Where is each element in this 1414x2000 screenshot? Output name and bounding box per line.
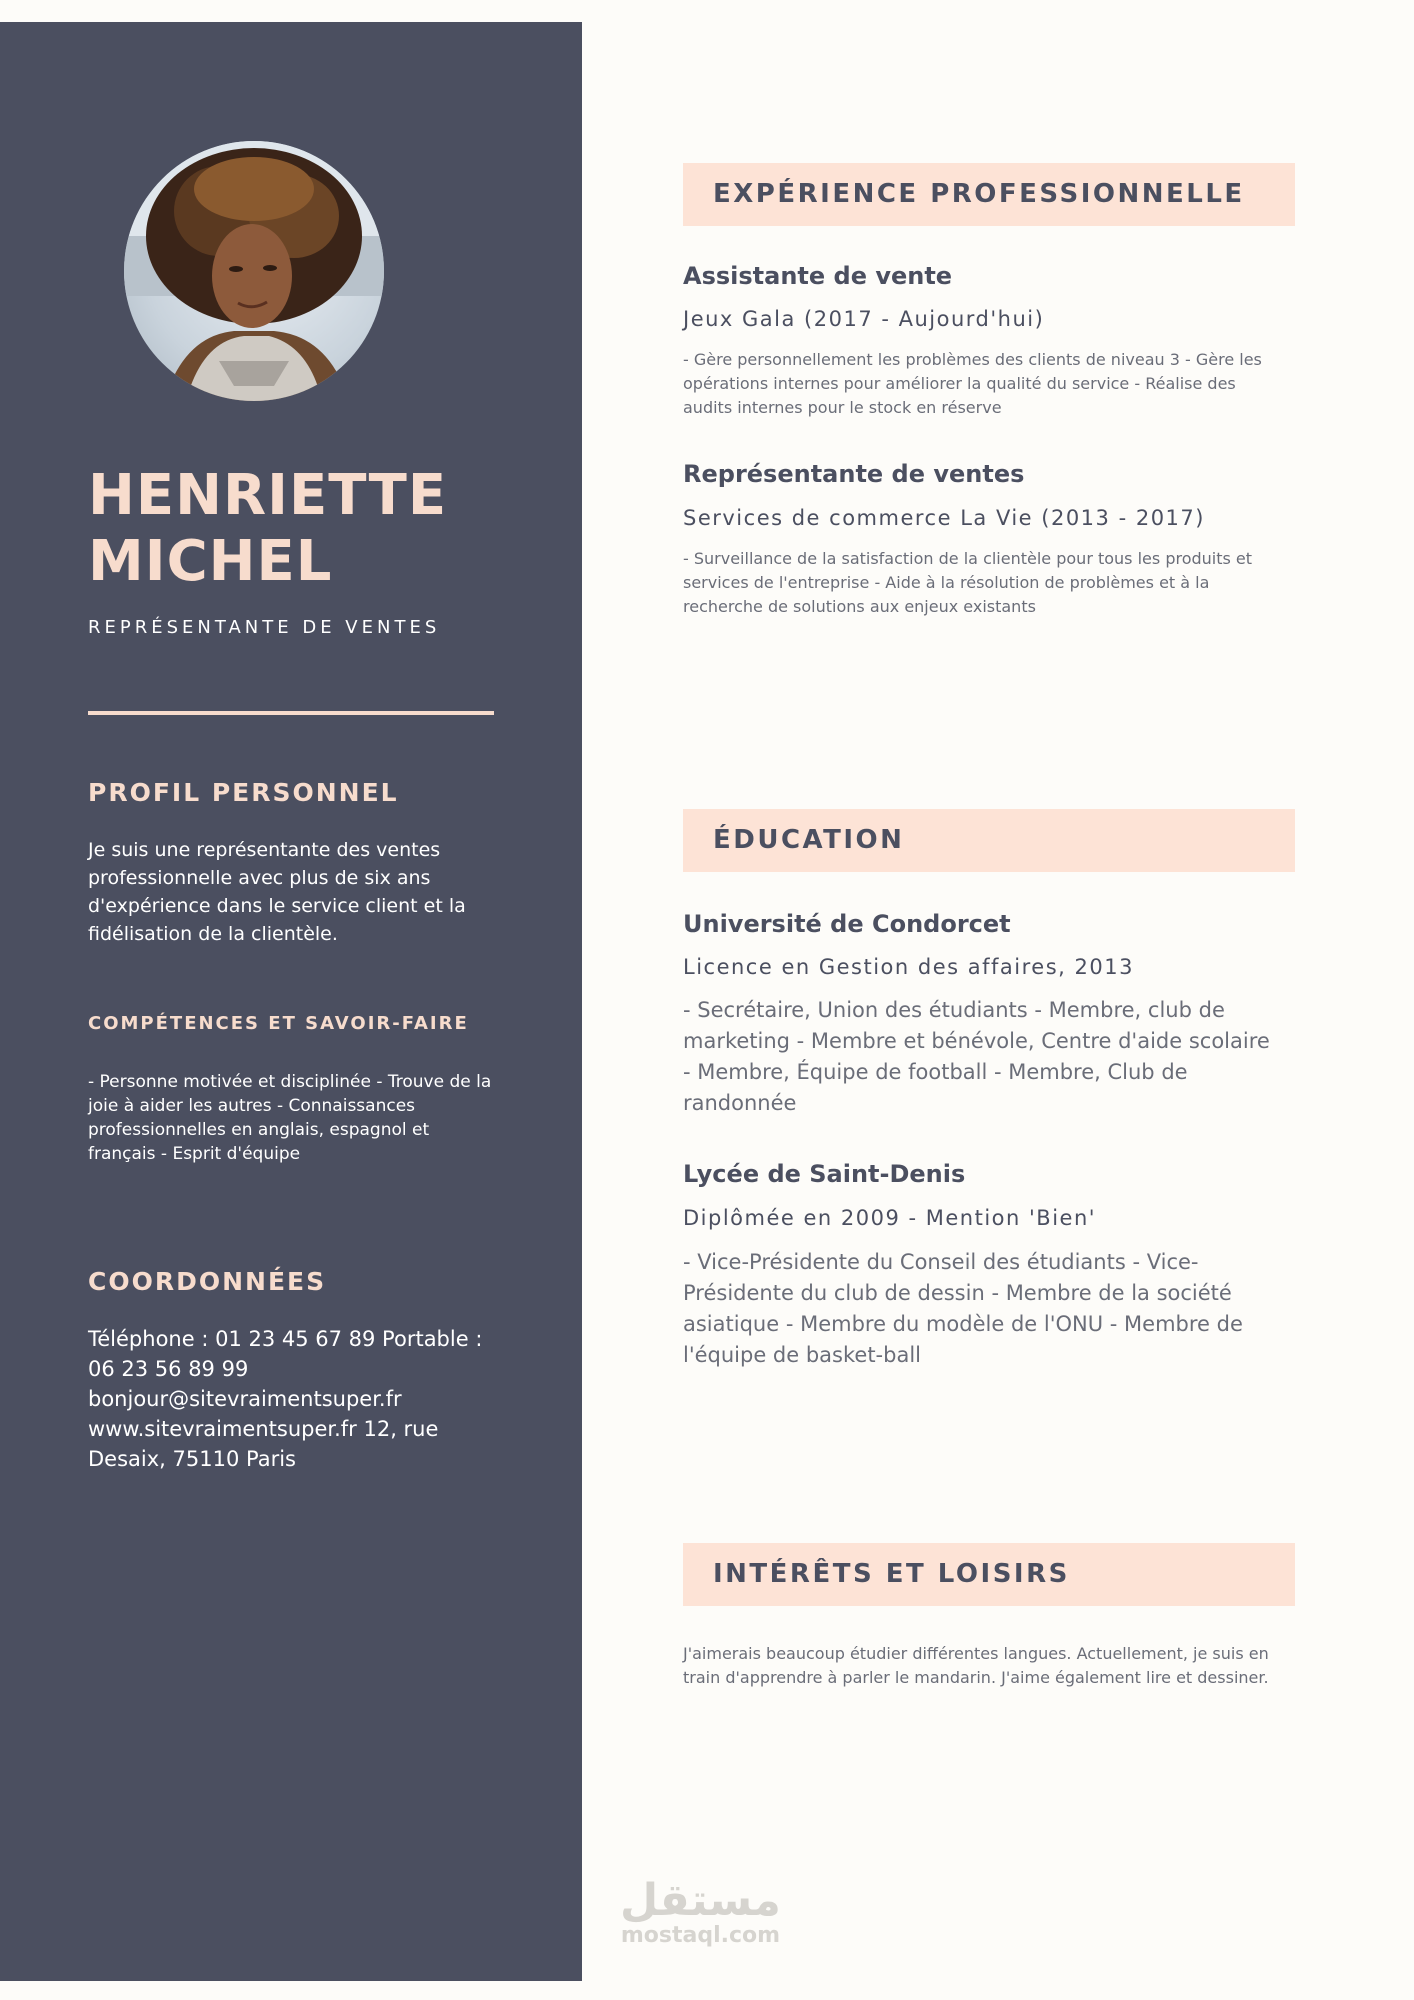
job-company: Services de commerce La Vie (2013 - 2017) [683,506,1205,530]
portrait-image [124,141,384,401]
school-description: - Secrétaire, Union des étudiants - Membre, club de marketing - Membre et bénévole, Centre d'aide scolaire - Membre, Équipe de football - Membre, Club de randonnée [683,998,1270,1115]
candidate-name [88,463,558,595]
school-title: Université de Condorcet [683,910,1011,938]
profile-text: Je suis une représentante des ventes professionnelle avec plus de six ans d'expérience dans le service client et la fidélisation de la clientèle. [88,839,466,945]
watermark-arabic: مستقل [620,1875,781,1926]
education-heading: ÉDUCATION [683,809,1295,872]
skills-text: - Personne motivée et disciplinée - Trouve de la joie à aider les autres - Connaissances professionnelles en anglais, espagnol et français - Esprit d'équipe [88,1072,492,1164]
watermark-logo [620,1875,781,1948]
job-role: REPRÉSENTANTE DE VENTES [88,617,441,638]
interests-heading: INTÉRÊTS ET LOISIRS [683,1543,1295,1606]
name-first: HENRIETTE [88,463,448,528]
school-title: Lycée de Saint-Denis [683,1160,966,1188]
experience-heading: EXPÉRIENCE PROFESSIONNELLE [683,163,1295,226]
job-title: Assistante de vente [683,262,953,290]
interests-text: J'aimerais beaucoup étudier différentes langues. Actuellement, je suis en train d'apprendre à parler le mandarin. J'aime également lire et dessiner. [683,1644,1269,1687]
contact-text: Téléphone : 01 23 45 67 89 Portable : 06 23 56 89 99 bonjour@sitevraimentsuper.fr www.sitevraimentsuper.fr 12, rue Desaix, 75110 Paris [88,1327,483,1471]
profile-photo [124,141,384,401]
school-degree: Diplômée en 2009 - Mention 'Bien' [683,1206,1097,1230]
job-company: Jeux Gala (2017 - Aujourd'hui) [683,307,1045,331]
school-degree: Licence en Gestion des affaires, 2013 [683,955,1134,979]
job-description: - Surveillance de la satisfaction de la clientèle pour tous les produits et services de l'entreprise - Aide à la résolution de problèmes et à la recherche de solutions aux enjeux existants [683,549,1253,616]
name-last: MICHEL [88,529,333,594]
divider [88,711,494,715]
contact-heading: COORDONNÉES [88,1267,327,1296]
job-description: - Gère personnellement les problèmes des clients de niveau 3 - Gère les opérations internes pour améliorer la qualité du service - Réalise des audits internes pour le stock en réserve [683,350,1262,417]
job-title: Représentante de ventes [683,460,1025,488]
school-description: - Vice-Présidente du Conseil des étudiants - Vice-Présidente du club de dessin - Membre de la société asiatique - Membre du modèle de l'ONU - Membre de l'équipe de basket-ball [683,1250,1243,1367]
watermark-latin: mostaql.com [620,1923,781,1948]
profile-heading: PROFIL PERSONNEL [88,778,399,807]
skills-heading: COMPÉTENCES ET SAVOIR-FAIRE [88,1013,469,1034]
